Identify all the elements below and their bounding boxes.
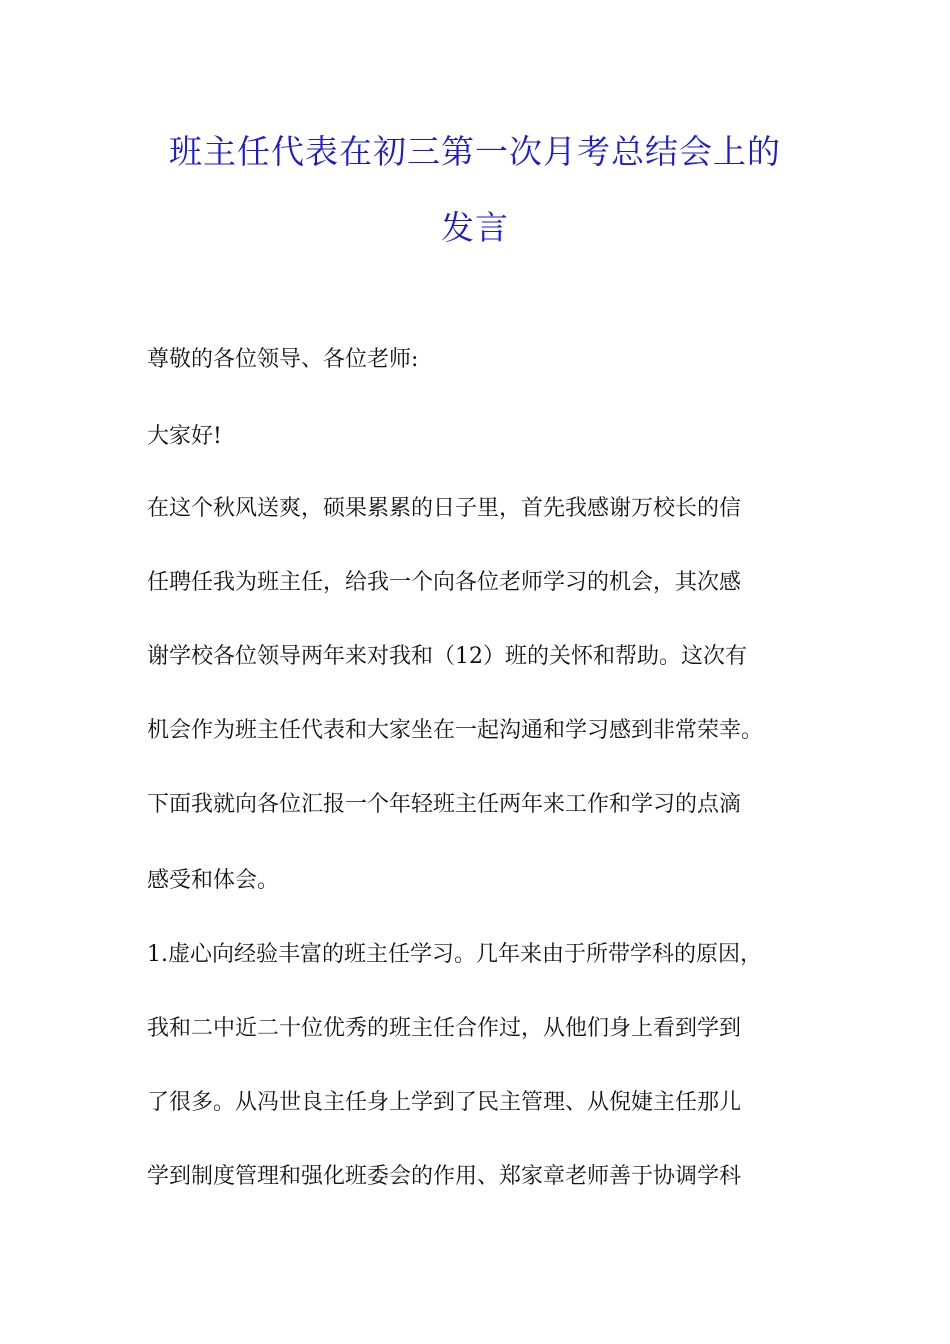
salutation: 尊敬的各位领导、各位老师: — [147, 347, 419, 372]
paragraph-line: 谢学校各位领导两年来对我和（12）班的关怀和帮助。这次有 — [147, 644, 747, 669]
paragraph-line: 感受和体会。 — [147, 868, 280, 893]
document-title-line-1: 班主任代表在初三第一次月考总结会上的 — [169, 132, 781, 171]
paragraph-line: 下面我就向各位汇报一个年轻班主任两年来工作和学习的点滴 — [147, 792, 742, 817]
document-title-line-2: 发言 — [441, 208, 509, 247]
greeting: 大家好! — [147, 424, 222, 449]
paragraph-line: 了很多。从冯世良主任身上学到了民主管理、从倪婕主任那儿 — [147, 1090, 742, 1115]
paragraph-line: 学到制度管理和强化班委会的作用、郑家章老师善于协调学科 — [147, 1164, 742, 1189]
paragraph-line: 我和二中近二十位优秀的班主任合作过，从他们身上看到学到 — [147, 1016, 742, 1041]
paragraph-line: 在这个秋风送爽，硕果累累的日子里，首先我感谢万校长的信 — [147, 496, 742, 521]
paragraph-line: 机会作为班主任代表和大家坐在一起沟通和学习感到非常荣幸。 — [147, 718, 764, 743]
paragraph-line: 任聘任我为班主任，给我一个向各位老师学习的机会，其次感 — [147, 570, 742, 595]
paragraph-line: 1.虚心向经验丰富的班主任学习。几年来由于所带学科的原因， — [147, 942, 762, 967]
